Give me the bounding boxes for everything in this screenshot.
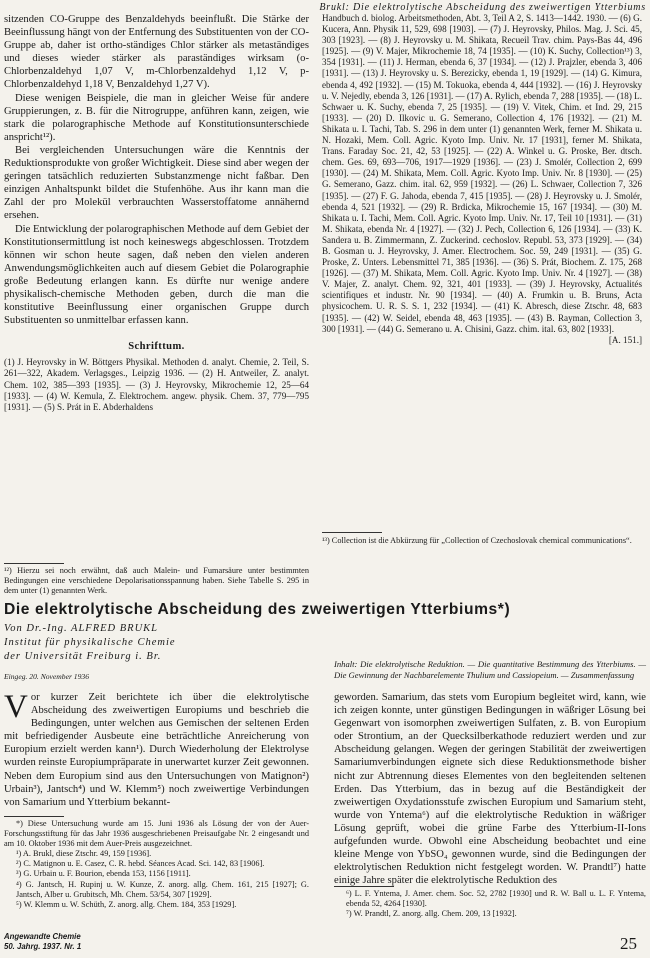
footnote: ³) G. Urbain u. F. Bourion, ebenda 153, 1156 [1911]. [16, 869, 191, 879]
paragraph: Diese wenigen Beispiele, die man in gleicher Weise für andere Gruppierungen, z. B. für die Nitrogruppe, anführen kann, zeigen, wie stark die polarographische Methode auf Konstitutionsunterschiede anspricht¹²). [4, 92, 309, 143]
footnote: ⁵) W. Klemm u. W. Schüth, Z. anorg. allg. Chem. 184, 353 [1929]. [16, 899, 237, 909]
footnotes-right [334, 889, 646, 919]
page-number: 25 [620, 934, 637, 953]
institute-line: der Universität Freiburg i. Br. [4, 651, 162, 662]
footnote-rule [4, 563, 64, 564]
received-date: Eingeg. 20. November 1936 [4, 672, 89, 681]
footnote-rule [322, 532, 382, 533]
left-column-top [4, 13, 309, 413]
paragraph: Die Entwicklung der polarographischen Methode auf dem Gebiet der Konstitutionsermittlung ist noch keineswegs abgeschlossen. Trotzdem können wir schon heute sagen, daß neben den vielen anderen Anwendungsmöglichkeiten auch auf diesem Gebiet die Polarographie große Bedeutung erlangen kann. Es dürfte nur wenige andere physikalisch-chemische Methoden geben, durch die man die konstitutive Beeinflussung einer organischen Gruppe durch Substituenten so unmittelbar erfassen kann. [4, 223, 309, 327]
running-head: Brukl: Die elektrolytische Abscheidung des zweiwertigen Ytterbiums [319, 2, 646, 13]
journal-name: Angewandte Chemie [4, 932, 81, 941]
references-left: (1) J. Heyrovsky in W. Böttgers Physikal. Methoden d. analyt. Chemie, 2. Teil, S. 261—322, Akadem. Verlagsges., Leipzig 1936. — (2) H. Antweiler, Z. analyt. Chem. 102, 385—393 [1935]. — (3) J. Heyrovsky, Mikrochemie 12, 25—64 [1933]. — (4) W. Kemula, Z. Elektrochem. angew. physik. Chem. 37, 779—795 [1931]. — (5) S. Prát in E. Abderhaldens [4, 357, 309, 412]
footnotes-left [4, 819, 309, 910]
footnote: *) Diese Untersuchung wurde am 15. Juni 1936 als Lösung der von der Auer-Forschungsstiftung für das Jahr 1936 ausgeschriebenen Preisaufgabe Nr. 2 eingesandt und am 10. Oktober 1936 mit dem Auer-Preis ausgezeichnet. [4, 819, 309, 849]
article-body-left [4, 691, 309, 809]
institute-line: Institut für physikalische Chemie [4, 637, 176, 648]
footnote-rule [4, 816, 64, 817]
article-title: Die elektrolytische Abscheidung des zweiwertigen Ytterbiums*) [4, 601, 511, 618]
footnote: ⁴) G. Jantsch, H. Rupinj u. W. Kunze, Z. anorg. allg. Chem. 161, 215 [1927]; G. Jantsch, Alber u. Grubitsch, Mh. Chem. 53/54, 307 [1929]. [16, 879, 309, 899]
paragraph: geworden. Samarium, das stets vom Europium begleitet wird, kann, wie ich zeigen konnte, unter günstigen Bedingungen in wäßriger Lösung bei Gegenwart von isomorphen zweiwertigen Sulfaten, z. B. von Europium oder Strontium, an der Quecksilberkathode reduziert werden und zur Abscheidung gelangen. Wegen der geringen Stabilität der zweiwertigen Samariumverbindungen eignete sich diese Reduktionsmethode bisher nicht zur Abtrennung dieses Elementes von den begleitenden seltenen Erden. Das Ytterbium, das in bezug auf die Beständigkeit der zweiwertigen Oxydationsstufe zwischen Europium und Samarium steht, wurde von Yntema⁶) auf die elektrolytische Reduktion in wäßriger Lösung geprüft, wobei die grüne Farbe des Ytterbium-II-Ions aufgefunden wurde. Obwohl eine Abscheidung beobachtet und eine kleine Menge von YbSO₄ gewonnen wurde, sind die Bedingungen der elektrolytischen Reduktion nicht festgelegt worden. W. Prandtl⁷) hatte einige Jahre später die elektrolytische Reduktion des [334, 692, 646, 887]
footnote-12: ¹²) Hierzu sei noch erwähnt, daß auch Malein- und Fumarsäure unter bestimmten Bedingungen eine verschiedene Depolarisationsspannung haben. Siehe Tabelle S. 295 in dem unter (1) genannten Werk. [4, 566, 309, 596]
paragraph: Vor kurzer Zeit berichtete ich über die elektrolytische Abscheidung des zweiwertigen Europiums und beschrieb die Bedingungen, unter welchen aus Gemischen der seltenen Erden mit befriedigender Ausbeute eine beträchtliche Anreicherung von Europium erzielt werden kann¹). Durch Wiederholung der Elektrolyse wurden reinste Europiumpräparate in unerwartet kurzer Zeit gewonnen. Neben dem Europium sind aus den Untersuchungen von Matignon²) Urbain³), Jantsch⁴) und W. Klemm⁵) noch zweiwertige Verbindungen von Samarium und Ytterbium bekannt- [4, 689, 309, 808]
footnote-13: ¹³) Collection ist die Abkürzung für „Collection of Czechoslovak chemical communications“. [322, 536, 632, 545]
footnote: ¹) A. Brukl, diese Ztschr. 49, 159 [1936]. [16, 849, 152, 859]
references-right: Handbuch d. biolog. Arbeitsmethoden, Abt. 3, Teil A 2, S. 1413—1442. 1930. — (6) G. Kucera, Ann. Physik 11, 529, 698 [1903]. — (7) J. Heyrovsky, Philos. Mag. J. Sci. 45, 303 [1923]. — (8) J. Heyrovsky u. M. Shikata, Recueil Trav. chim. Pays-Bas 44, 496 [1925]. — (9) V. Majer, Mikrochemie 18, 74 [1935]. — (10) K. Suchy, Collection¹³) 3, 354 [1931]. — (11) J. Herman, ebenda 6, 37 [1934]. — (12) J. Prajzler, ebenda 3, 406 [1931]. — (13) J. Heyrovsky u. S. Berezicky, ebenda 1, 19 [1929]. — (14) G. Kimura, ebenda 4, 492 [1932]. — (15) M. Tokuoka, ebenda 4, 444 [1932]. — (16) J. Heyrovsky u. V. Nejedly, ebenda 3, 126 [1931]. — (17) A. Rylich, ebenda 7, 288 [1935]. — (18) L. Schwaer u. K. Suchy, ebenda 7, 25 [1935]. — (19) V. Vitek, Chim. et Ind. 29, 215 [1933]. — (20) D. Ilkovic u. G. Semerano, Collection 4, 176 [1932]. — (21) M. Shikata u. I. Tachi, Tab. S. 296 in dem unter (1) genannten Werk, ferner M. Shikata u. N. Hozaki, Mem. Coll. Agric. Kyoto Imp. Univ. Nr. 17 [1931], ferner M. Shikata, Trans. Faraday Soc. 21, 42, 53 [1925]. — (22) A. Winkel u. G. Proske, Ber. dtsch. chem. Ges. 69, 693—706, 1917—1929 [1936]. — (23) J. Smolér, Collection 2, 699 [1930]. — (24) M. Shikata, Mem. Coll. Agric. Kyoto Imp. Univ. Nr. 8 [1930]. — (25) G. Semerano, Gazz. chim. ital. 62, 959 [1932]. — (26) L. Schwaer, Collection 7, 326 [1935]. — (27) F. G. Jahoda, ebenda 7, 415 [1935]. — (28) J. Heyrovsky u. J. Smolér, ebenda 4, 521 [1932]. — (29) R. Brdicka, Mikrochemie 15, 167 [1934]. — (30) M. Shikata u. I. Tachi, Mem. Coll. Agric. Kyoto Imp. Univ. Nr. 17, Teil 10 [1931]. — (31) M. Shikata, ebenda Nr. 4 [1927]. — (32) J. Pech, Collection 6, 126 [1934]. — (33) K. Sandera u. B. Zimmermann, Z. Zuckerind. cechoslov. Republ. 53, 373 [1929]. — (34) B. Gosman u. J. Heyrovsky, J. Amer. Electrochem. Soc. 59, 249 [1931]. — (35) G. Proske, Z. Unters. Lebensmittel 71, 385 [1936]. — (36) S. Prát, Biochem. Z. 175, 268 [1926]. — (37) M. Shikata, Mem. Coll. Agric. Kyoto Imp. Univ. Nr. 4 [1927]. — (38) V. Majer, Z. analyt. Chem. 92, 321, 401 [1933]. — (39) J. Heyrovsky, Actualités scientifiques et industr. Nr. 90 [1934]. — (40) A. Frumkin u. B. Bruns, Acta physicochem. U. R. S. S. 1, 232 [1934]. — (41) K. Abresch, diese Ztschr. 48, 683 [1935]. — (42) W. Seidel, ebenda 48, 463 [1935]. — (43) B. Rayman, Collection 3, 300 [1931]. — (44) G. Semerano u. A. Chisini, Gazz. chim. ital. 63, 802 [1933]. [A. 151.] [322, 13, 642, 345]
footnote: ⁶) L. F. Yntema, J. Amer. chem. Soc. 52, 2782 [1930] und R. W. Ball u. L. F. Yntema, ebenda 52, 4264 [1930]. [346, 889, 646, 909]
footnote: ²) C. Matignon u. E. Casez, C. R. hebd. Séances Acad. Sci. 142, 83 [1906]. [16, 859, 265, 869]
footnote: ⁷) W. Prandtl, Z. anorg. allg. Chem. 209, 13 [1932]. [346, 909, 517, 919]
drop-cap: V [4, 689, 28, 725]
article-end-mark: [A. 151.] [608, 334, 642, 345]
article-body-right [334, 691, 646, 887]
paragraph: Bei vergleichenden Untersuchungen wäre die Kenntnis der Reduktionsprodukte von großer Wichtigkeit. Diese sind aber wegen der geringen tatsächlich reduzierten Substanzmenge nicht faßbar. Den einzigen Anhaltspunkt bildet die Stufenhöhe. Aus ihr kann man die Zahl der pro Molekül verbrauchten Wasserstoffatome annähernd ersehen. [4, 144, 309, 222]
author-line: Von Dr.-Ing. ALFRED BRUKL [4, 623, 159, 634]
contents-summary: Inhalt: Die elektrolytische Reduktion. — Die quantitative Bestimmung des Ytterbiums. — Die Gewinnung der Nachbarelemente Thulium und Cassiopeium. — Zusammenfassung [334, 659, 646, 680]
footnote-rule [334, 886, 394, 887]
paragraph: sitzenden CO-Gruppe des Benzaldehyds beeinflußt. Die Stärke der Beeinflussung hängt von der Entfernung des Substituenten von der CO-Gruppe ab, daher ist ortho-ständiges Chlor stärker als metaständiges und dieses wieder stärker als paraständiges wirksam (o-Chlorbenzaldehyd 1,07 V, m-Chlorbenzaldehyd 1,12 V, p-Chlorbenzaldehyd 1,18 V, Benzaldehyd 1,27 V). [4, 14, 309, 91]
schrifttum-heading: Schrifttum. [128, 341, 185, 353]
journal-volume: 50. Jahrg. 1937. Nr. 1 [4, 942, 82, 951]
